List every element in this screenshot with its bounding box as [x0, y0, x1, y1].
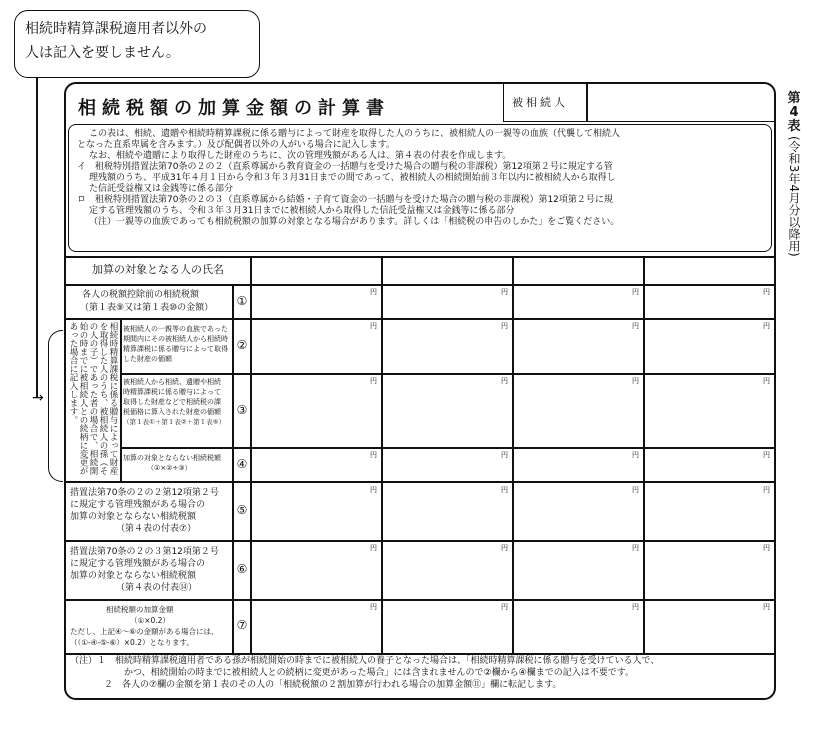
group-side-label: 相続時精算課税に係る贈与によって財産を取得した人のうち、被相続人の孫（その人の子）であった者の場合で、相続開始の時までに被相続人との続柄に変更があった場合に記入します。 — [68, 322, 118, 475]
name-row-label: 加算の対象となる人の氏名 — [92, 263, 224, 276]
row3-label-d: 税価格に算入された財産の価額 — [123, 408, 221, 416]
callout-leader-line — [36, 78, 38, 397]
row5-label-d: （第４表の付表⑦） — [116, 524, 197, 534]
name-input-2[interactable] — [383, 258, 511, 283]
yen-unit: 円 — [632, 544, 639, 552]
intro-i1a: イ 租税特別措置法第70条の２の２（直系尊属から教育資金の一括贈与を受けた場合の贈与税の非課税）第12項第２号に規定する管 — [77, 162, 613, 172]
intro-i1c: た信託受益権又は金銭等に係る部分 — [89, 184, 234, 194]
row3-label-a: 被相続人から相続、遺贈や相続 — [123, 378, 221, 386]
footnote-1a: （注）１ 相続時精算課税適用者である孫が相続開始の時までに被相続人の養子となった場合は、「相続時精算課税に係る贈与を受けている人で、 — [70, 656, 660, 666]
row3-label — [123, 377, 231, 427]
row7-label-b: （①×0.2） — [130, 616, 170, 625]
intro-i2a: ロ 租税特別措置法第70条の２の３（直系尊属から結婚・子育て資金の一括贈与を受けた場合の贈与税の非課税）第12項第２号に規 — [77, 195, 613, 205]
decedent-name-field[interactable] — [590, 84, 774, 120]
callout-line-1: 相続時精算課税適用者以外の — [25, 21, 207, 37]
row7-label-a: 相続税額の加算金額 — [106, 605, 174, 614]
yen-unit: 円 — [763, 377, 770, 385]
row1-label-b: （第１表⑨又は第１表⑩の金額） — [80, 303, 214, 313]
table-number-label — [784, 92, 804, 257]
yen-unit: 円 — [632, 451, 639, 459]
yen-unit: 円 — [763, 322, 770, 330]
table-line — [66, 284, 774, 286]
row3-label-b: 時精算課税に係る贈与によって — [123, 388, 221, 396]
row7-label-c: ただし、上記④～⑥の金額がある場合には、 — [70, 627, 219, 636]
callout-line-2: 人は記入を要しません。 — [25, 45, 180, 61]
row7-label — [70, 604, 218, 648]
row5-label-a: 措置法第70条の２の２第12項第２号 — [70, 488, 219, 498]
decedent-divider — [586, 82, 588, 122]
row4-label-b: （①×②÷③） — [147, 464, 192, 472]
instructions-box — [68, 124, 772, 252]
yen-unit: 円 — [370, 322, 377, 330]
yen-unit: 円 — [370, 603, 377, 611]
row3-label-e: （第１表①＋第１表②＋第１表⑤） — [123, 418, 225, 426]
form-title: 相続税額の加算金額の計算書 — [78, 98, 390, 119]
row5-label-b: に規定する管理残額がある場合の — [70, 500, 206, 510]
yen-unit: 円 — [763, 451, 770, 459]
row7-number: ⑦ — [236, 618, 248, 632]
table-line — [120, 373, 774, 375]
decedent-label: 被相続人 — [512, 96, 568, 109]
row6-label-d: （第４表の付表⑭） — [116, 583, 198, 593]
table-line — [66, 481, 774, 483]
name-input-4[interactable] — [645, 258, 773, 283]
name-input-1[interactable] — [252, 258, 380, 283]
callout-note — [14, 10, 260, 78]
row5-number: ⑤ — [236, 503, 248, 517]
row6-label — [70, 546, 219, 594]
yen-unit: 円 — [501, 486, 508, 494]
yen-unit: 円 — [501, 544, 508, 552]
table-line — [643, 256, 645, 653]
side-label-note: (令和3年4月分以降用) — [787, 136, 801, 257]
yen-unit: 円 — [370, 377, 377, 385]
intro-note: （注）一親等の血族であっても相続税額の加算の対象となる場合があります。詳しくは「相続税の申告のしかた」をご覧ください。 — [89, 217, 620, 227]
arrow-right-icon: → — [32, 390, 44, 406]
row4-label-a: 加算の対象とならない相続税額 — [123, 454, 221, 462]
row1-number: ① — [236, 294, 248, 308]
side-label-top: 第 — [787, 91, 801, 106]
row3-label-c: 取得した財産などで相続税の課 — [123, 398, 221, 406]
row4-label — [123, 453, 221, 473]
table-line — [66, 318, 774, 320]
row4-number: ④ — [236, 457, 248, 471]
yen-unit: 円 — [632, 486, 639, 494]
brace-bracket — [48, 330, 63, 482]
intro-i2b: 定する管理残額のうち、令和３年３月31日までに被相続人から取得した信託受益権又は金銭等に係る部分 — [89, 206, 515, 216]
row6-label-b: に規定する管理残額がある場合の — [70, 559, 206, 569]
row5-label-c: 加算の対象とならない相続税額 — [70, 512, 197, 522]
row1-label-a: 各人の税額控除前の相続税額 — [82, 290, 200, 300]
row6-label-a: 措置法第70条の２の３第12項第２号 — [70, 547, 219, 557]
footnotes — [66, 655, 774, 691]
table-line — [250, 256, 252, 653]
yen-unit: 円 — [501, 451, 508, 459]
yen-unit: 円 — [501, 288, 508, 296]
table-line — [512, 256, 514, 653]
table-line — [381, 256, 383, 653]
yen-unit: 円 — [370, 288, 377, 296]
side-label-tail: 表 — [787, 119, 801, 134]
yen-unit: 円 — [370, 486, 377, 494]
yen-unit: 円 — [763, 544, 770, 552]
row6-number: ⑥ — [236, 562, 248, 576]
yen-unit: 円 — [501, 322, 508, 330]
yen-unit: 円 — [501, 603, 508, 611]
intro-p2: なお、相続や遺贈により取得した財産のうちに、次の管理残額がある人は、第４表の付表を作成します。 — [89, 151, 512, 161]
yen-unit: 円 — [763, 288, 770, 296]
row3-number: ③ — [236, 403, 248, 417]
yen-unit: 円 — [632, 603, 639, 611]
yen-unit: 円 — [763, 603, 770, 611]
row6-label-c: 加算の対象とならない相続税額 — [70, 571, 197, 581]
yen-unit: 円 — [763, 486, 770, 494]
row2-label-b: 続時精算課税に係る贈与によって取得した財産の価額 — [123, 335, 228, 363]
side-label-num: 4 — [789, 105, 799, 120]
table-line — [66, 599, 774, 601]
row2-number: ② — [236, 338, 248, 352]
row5-label — [70, 487, 219, 535]
table-line — [66, 540, 774, 542]
yen-unit: 円 — [370, 451, 377, 459]
name-input-3[interactable] — [514, 258, 642, 283]
row2-label-a: 被相続人の一親等の血族であった期間内にその被相続人から相 — [123, 325, 228, 343]
yen-unit: 円 — [632, 377, 639, 385]
yen-unit: 円 — [370, 544, 377, 552]
row2-label — [123, 324, 231, 364]
footnote-1b: かつ、相続開始の時までに被相続人との続柄に変更があった場合」には含まれませんので②欄から④欄までの記入は不要です。 — [124, 668, 634, 678]
table-line — [120, 318, 122, 481]
intro-i1b: 理残額のうち、平成31年４月１日から令和３年３月31日までの間であって、被相続人の相続開始前３年以内に被相続人から取得し — [89, 173, 616, 183]
intro-p1a: この表は、相続、遺贈や相続時精算課税に係る贈与によって財産を取得した人のうちに、被相続人の一親等の血族（代襲して相続人 — [89, 129, 621, 139]
footnote-2: ２ 各人の⑦欄の金額を第１表のその人の「相続税額の２割加算が行われる場合の加算金額⑪」欄に転記します。 — [104, 680, 562, 690]
intro-p1b: となった直系卑属を含みます。）及び配偶者以外の人がいる場合に記入します。 — [77, 140, 396, 150]
yen-unit: 円 — [632, 322, 639, 330]
yen-unit: 円 — [632, 288, 639, 296]
table-line — [120, 447, 774, 449]
row7-label-d: （（①-④-⑤-⑥）×0.2）となります。 — [70, 638, 194, 647]
yen-unit: 円 — [501, 377, 508, 385]
